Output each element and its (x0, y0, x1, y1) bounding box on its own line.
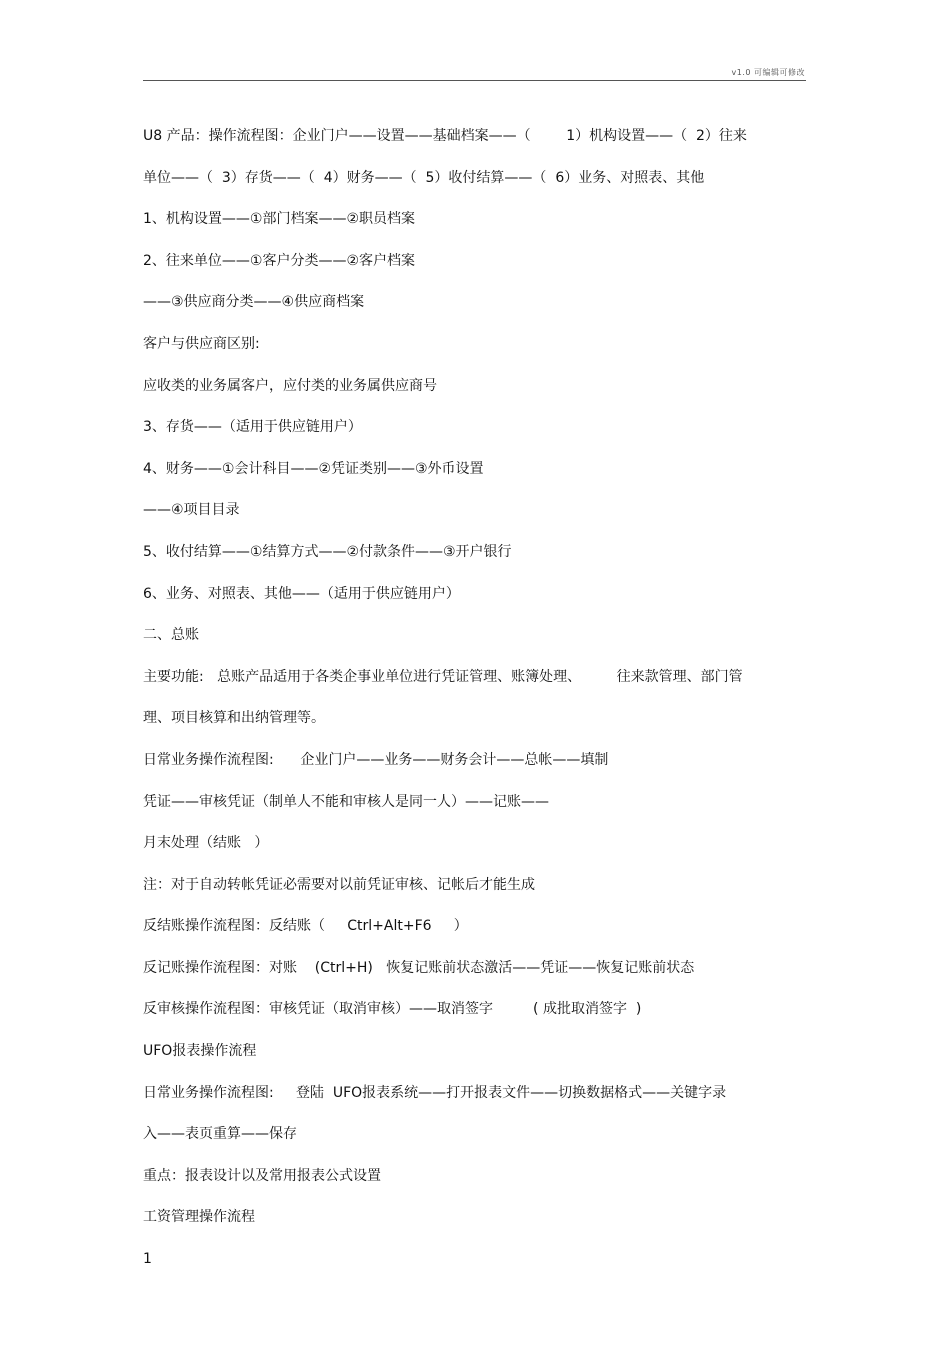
text-line: ——③供应商分类——④供应商档案 (143, 294, 365, 311)
text-line: 理、项目核算和出纳管理等。 (143, 710, 325, 727)
text-line: 月末处理（结账 ） (143, 835, 269, 852)
text-line: 5、收付结算——①结算方式——②付款条件——③开户银行 (143, 543, 512, 560)
section-heading: 二、总账 (143, 627, 199, 644)
text-line: 1、机构设置——①部门档案——②职员档案 (143, 211, 416, 228)
page-number: 1 (143, 1251, 152, 1267)
text-line: 凭证——审核凭证（制单人不能和审核人是同一人）——记账—— (143, 793, 549, 810)
text-line: 反结账操作流程图：反结账（ Ctrl+Alt+F6 ） (143, 918, 468, 935)
text-line: 注：对于自动转帐凭证必需要对以前凭证审核、记帐后才能生成 (143, 876, 535, 893)
text-line: 6、业务、对照表、其他——（适用于供应链用户） (143, 585, 460, 602)
section-heading: UFO报表操作流程 (143, 1043, 257, 1060)
text-line: 应收类的业务属客户，应付类的业务属供应商号 (143, 377, 437, 394)
version-label: v1.0 可编辑可修改 (731, 68, 805, 77)
header-rule (143, 80, 806, 81)
text-line: 2、往来单位——①客户分类——②客户档案 (143, 252, 416, 269)
text-line: 4、财务——①会计科目——②凭证类别——③外币设置 (143, 460, 484, 477)
section-heading: 工资管理操作流程 (143, 1209, 255, 1226)
text-line: 日常业务操作流程图: 企业门户——业务——财务会计——总帐——填制 (143, 751, 609, 768)
text-line: U8 产品：操作流程图：企业门户——设置——基础档案——（ 1）机构设置——（ 2）往来 (143, 128, 747, 144)
text-line: 入——表页重算——保存 (143, 1126, 297, 1143)
text-line: 3、存货——（适用于供应链用户） (143, 419, 362, 436)
text-line: 主要功能: 总账产品适用于各类企事业单位进行凭证管理、账簿处理、 往来款管理、部门管 (143, 668, 743, 685)
document-body (143, 123, 808, 1246)
text-line: 日常业务操作流程图: 登陆 UFO报表系统——打开报表文件——切换数据格式——关键字录 (143, 1084, 727, 1101)
text-line: 客户与供应商区别: (143, 335, 260, 352)
text-line: 单位——（ 3）存货——（ 4）财务——（ 5）收付结算——（ 6）业务、对照表、其他 (143, 169, 705, 186)
text-line: ——④项目目录 (143, 502, 240, 519)
text-line: 重点：报表设计以及常用报表公式设置 (143, 1167, 381, 1184)
text-line: 反审核操作流程图：审核凭证（取消审核）——取消签字 ( 成批取消签字 ) (143, 1001, 642, 1018)
text-line: 反记账操作流程图：对账 (Ctrl+H) 恢复记账前状态激活——凭证——恢复记账前状态 (143, 959, 695, 976)
